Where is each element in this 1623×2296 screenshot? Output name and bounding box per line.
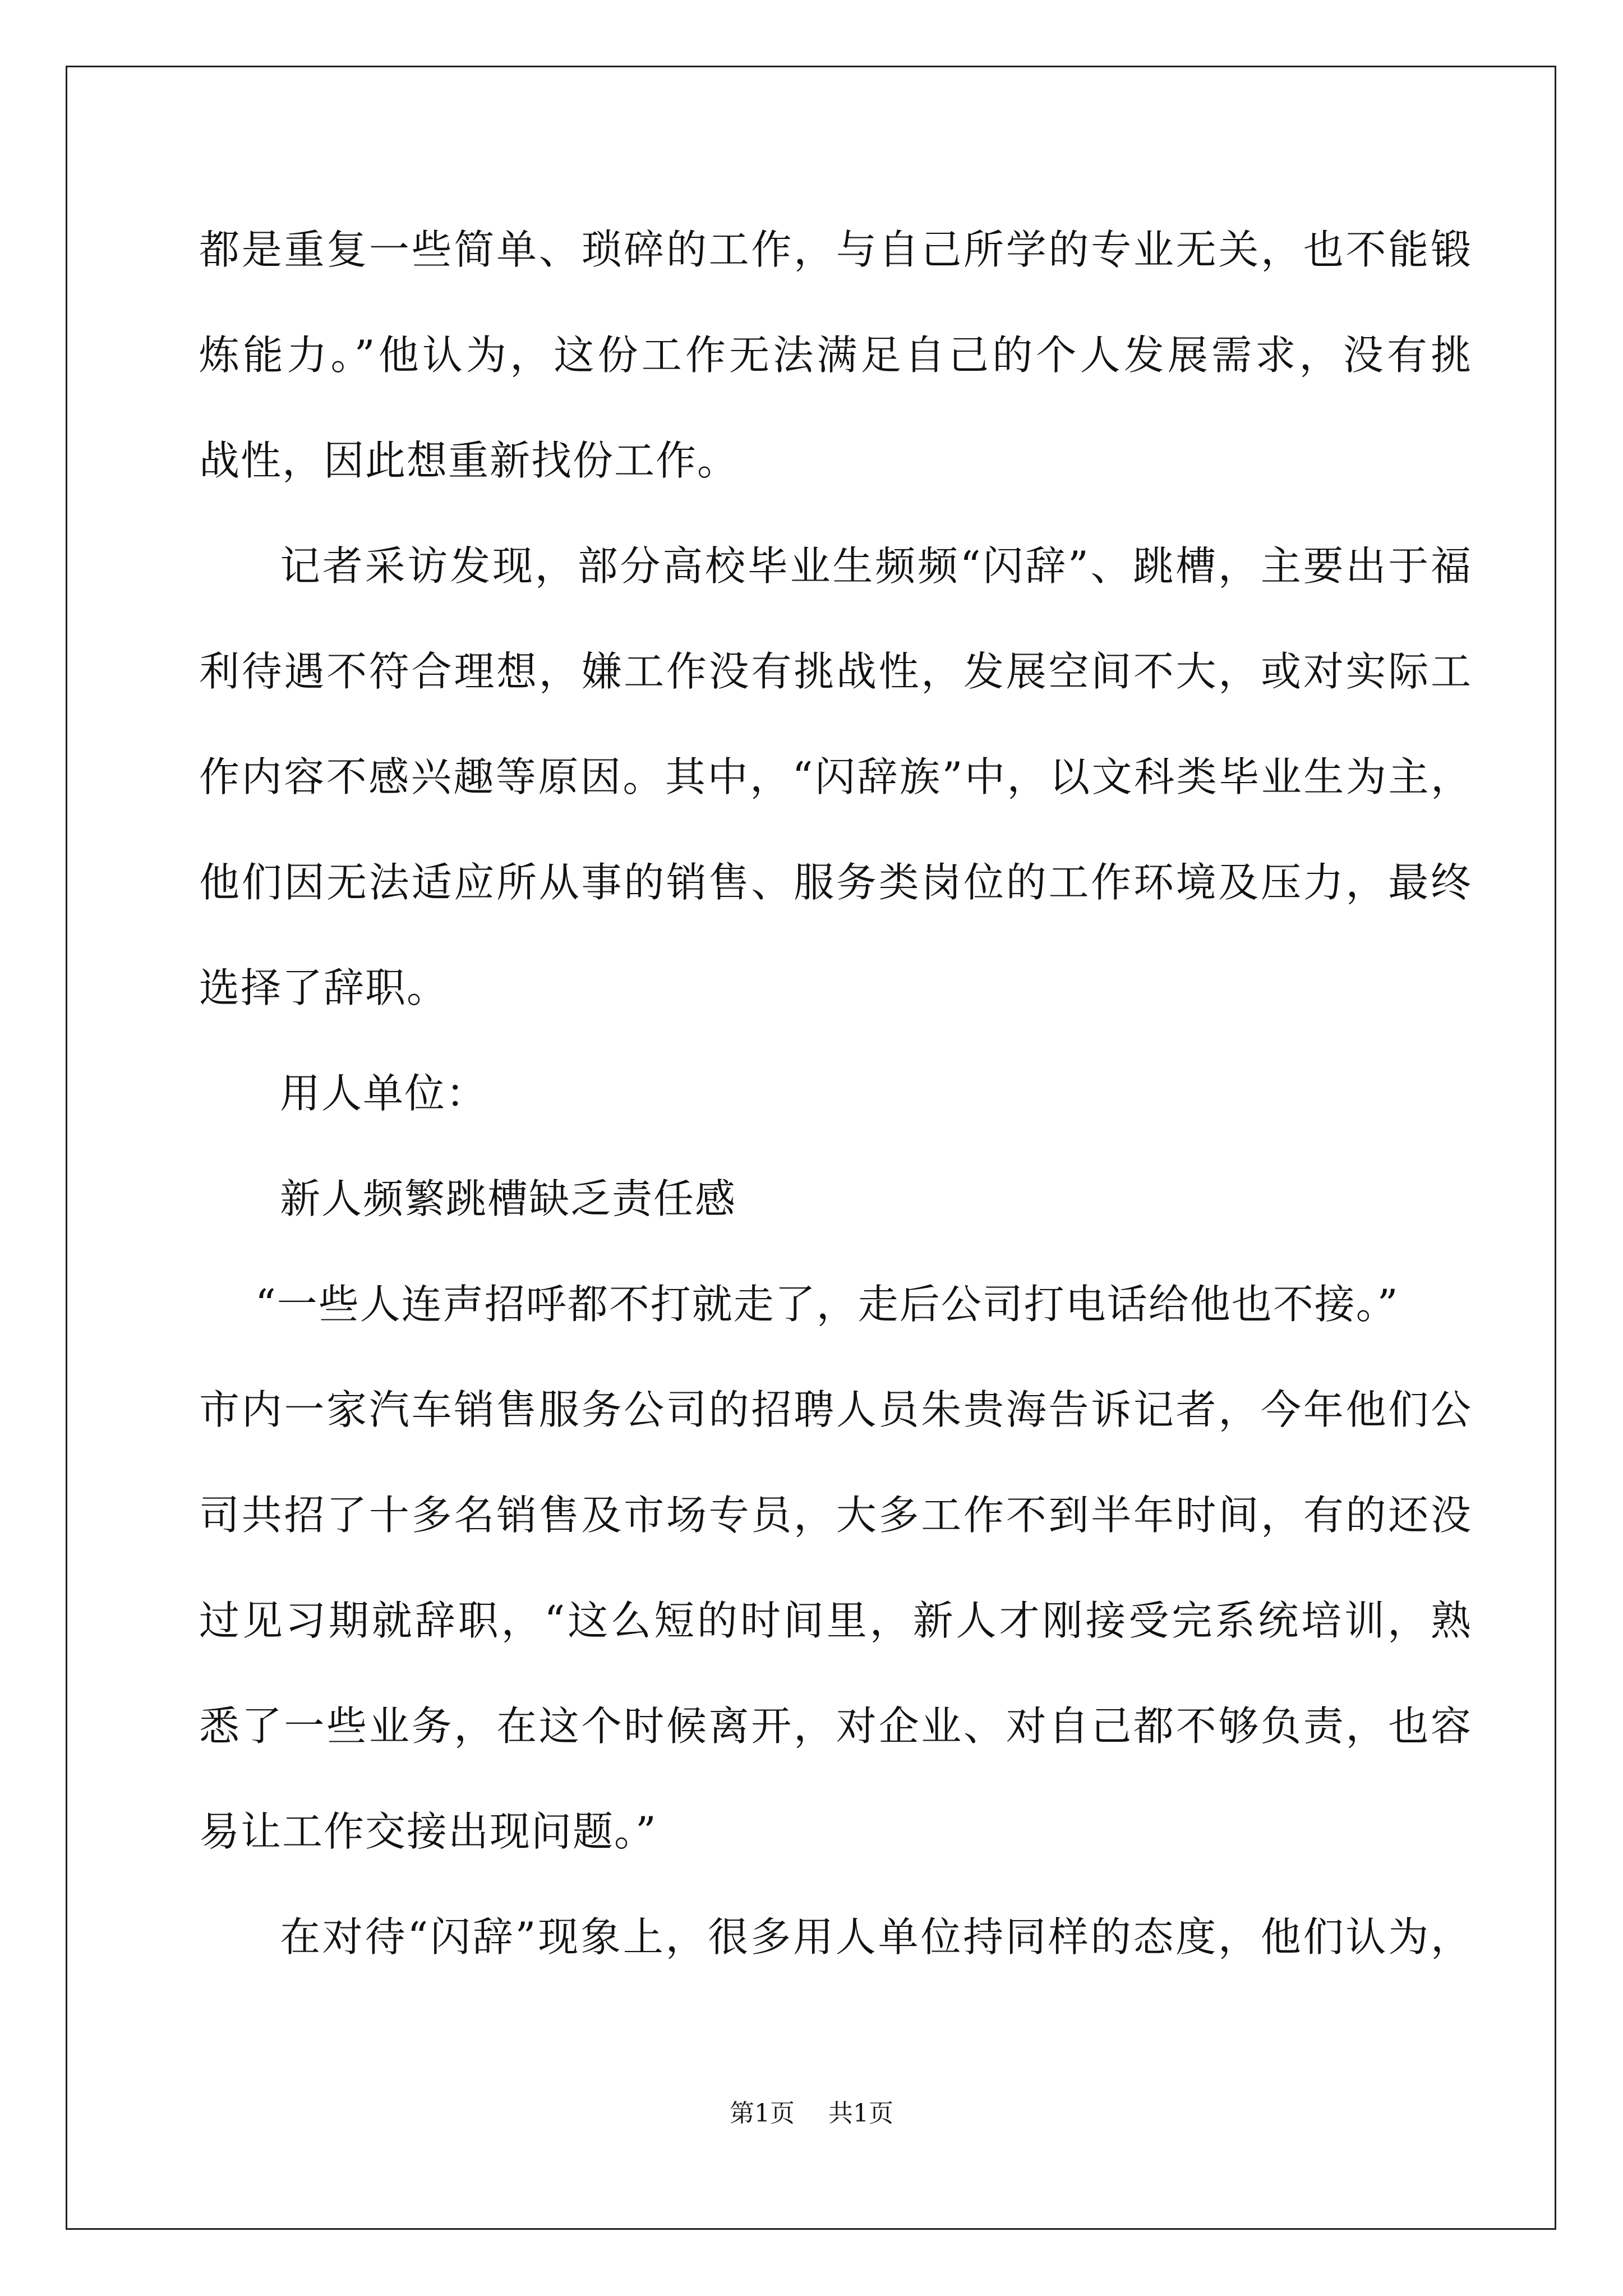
text-line: 悉了一些业务，在这个时候离开，对企业、对自己都不够负责，也容 (199, 1703, 1472, 1750)
text-line: 炼能力。”他认为，这份工作无法满足自己的个人发展需求，没有挑 (199, 332, 1472, 379)
text-line: “一些人连声招呼都不打就走了，走后公司打电话给他也不接。” (255, 1281, 1399, 1328)
page-border (66, 66, 1556, 2230)
text-line: 易让工作交接出现问题。” (199, 1808, 657, 1855)
text-line: 过见习期就辞职，“这么短的时间里，新人才刚接受完系统培训，熟 (199, 1597, 1472, 1644)
text-line: 选择了辞职。 (199, 964, 449, 1011)
text-line: 都是重复一些简单、琐碎的工作，与自己所学的专业无关，也不能锻 (199, 226, 1472, 273)
text-line: 市内一家汽车销售服务公司的招聘人员朱贵海告诉记者，今年他们公 (199, 1386, 1472, 1433)
section-subheading: 新人频繁跳槽缺乏责任感 (280, 1175, 737, 1222)
text-line: 利待遇不符合理想，嫌工作没有挑战性，发展空间不大，或对实际工 (199, 648, 1472, 695)
text-line: 在对待“闪辞”现象上，很多用人单位持同样的态度，他们认为， (280, 1913, 1472, 1961)
text-line: 作内容不感兴趣等原因。其中，“闪辞族”中，以文科类毕业生为主， (199, 753, 1472, 800)
page-total: 共1页 (828, 2099, 893, 2128)
section-heading: 用人单位： (280, 1070, 488, 1117)
text-line: 战性，因此想重新找份工作。 (199, 437, 739, 484)
page-footer (0, 2097, 1623, 2131)
text-line: 他们因无法适应所从事的销售、服务类岗位的工作环境及压力，最终 (199, 859, 1472, 906)
page-number: 第1页 (730, 2099, 795, 2128)
text-line: 司共招了十多名销售及市场专员，大多工作不到半年时间，有的还没 (199, 1492, 1472, 1539)
text-line: 记者采访发现，部分高校毕业生频频“闪辞”、跳槽，主要出于福 (280, 542, 1472, 590)
